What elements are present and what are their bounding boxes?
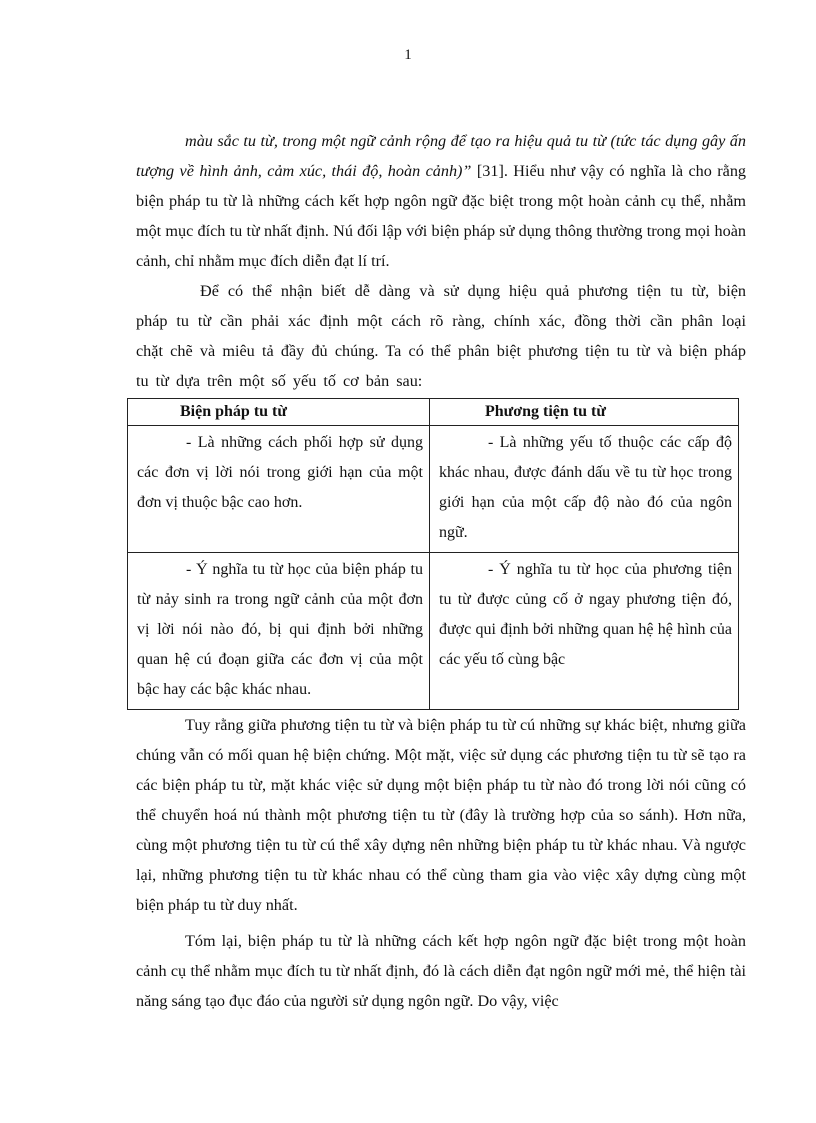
document-body: [136, 126, 746, 1016]
paragraph-2: Để có thể nhận biết dễ dàng và sử dụng hiệu quả phương tiện tu từ, biện pháp tu từ cần phải xác định một cách rõ ràng, chính xác, đồng thời cần phân loại chặt chẽ và miêu tả đầy đủ chúng. Ta có thể phân biệt phương tiện tu từ và biện pháp tu từ dựa trên một số yếu tố cơ bản sau:: [136, 282, 746, 390]
table-cell: [128, 553, 430, 710]
table-cell: [430, 553, 739, 710]
table-row: [128, 553, 739, 710]
paragraph-3: Tuy rằng giữa phương tiện tu từ và biện pháp tu từ cú những sự khác biệt, nhưng giữa chúng vẫn có mối quan hệ biện chứng. Một mặt, việc sử dụng các phương tiện tu từ sẽ tạo ra các biện pháp tu từ, mặt khác việc sử dụng một biện pháp tu từ nào đó trong lời nói cũng có thể chuyển hoá nú thành một phương tiện tu từ (đây là trường hợp của so sánh). Hơn nữa, cùng một phương tiện tu từ cú thể xây dựng nên những biện pháp tu từ khác nhau. Và ngược lại, những phương tiện tu từ khác nhau có thể cùng tham gia vào việc xây dựng cùng một biện pháp tu từ duy nhất.: [136, 716, 746, 914]
paragraph-1-text: [31]. Hiểu như vậy có nghĩa là cho rằng biện pháp tu từ là những cách kết hợp ngôn ngữ đặc biệt trong một hoàn cảnh cụ thể, nhằm một mục đích tu từ nhất định. Nú đối lập với biện pháp sử dụng thông thường trong mọi hoàn cảnh, chỉ nhằm mục đích diễn đạt lí trí.: [136, 162, 747, 270]
table-header-cell: Biện pháp tu từ: [128, 399, 430, 426]
paragraph-1: [136, 126, 746, 276]
table-cell: [128, 426, 430, 553]
page-number: 1: [404, 47, 412, 63]
table-header-row: [128, 399, 739, 426]
paragraph-4: Tóm lại, biện pháp tu từ là những cách kết hợp ngôn ngữ đặc biệt trong một hoàn cảnh cụ thể nhằm mục đích tu từ nhất định, đó là cách diễn đạt ngôn ngữ mới mẻ, thể hiện tài năng sáng tạo đục đáo của người sử dụng ngôn ngữ. Do vậy, việc: [136, 932, 746, 1010]
cell-text: - Ý nghĩa tu từ học của biện pháp tu từ nảy sinh ra trong ngữ cảnh của một đơn vị lời nói nào đó, bị qui định bởi những quan hệ cú đoạn giữa các đơn vị của một bậc hay các bậc khác nhau.: [137, 561, 423, 698]
comparison-table: [127, 398, 739, 710]
table-cell: [430, 426, 739, 553]
cell-text: - Ý nghĩa tu từ học của phương tiện tu từ được củng cố ở ngay phương tiện đó, được qui định bởi những quan hệ hệ hình của các yếu tố cùng bậc: [439, 561, 732, 668]
table-header-cell: Phương tiện tu từ: [430, 399, 739, 426]
cell-text: - Là những yếu tố thuộc các cấp độ khác nhau, được đánh dấu về tu từ học trong giới hạn của một cấp độ nào đó của ngôn ngữ.: [439, 434, 732, 541]
table-row: [128, 426, 739, 553]
cell-text: - Là những cách phối hợp sử dụng các đơn vị lời nói trong giới hạn của một đơn vị thuộc bậc cao hơn.: [137, 434, 423, 511]
italic-quote: màu sắc tu từ, trong một ngữ cảnh rộng để tạo ra hiệu quả tu từ (tức tác dụng gây ấn tượng về hình ảnh, cảm xúc, thái độ, hoàn cảnh)”: [136, 132, 746, 180]
